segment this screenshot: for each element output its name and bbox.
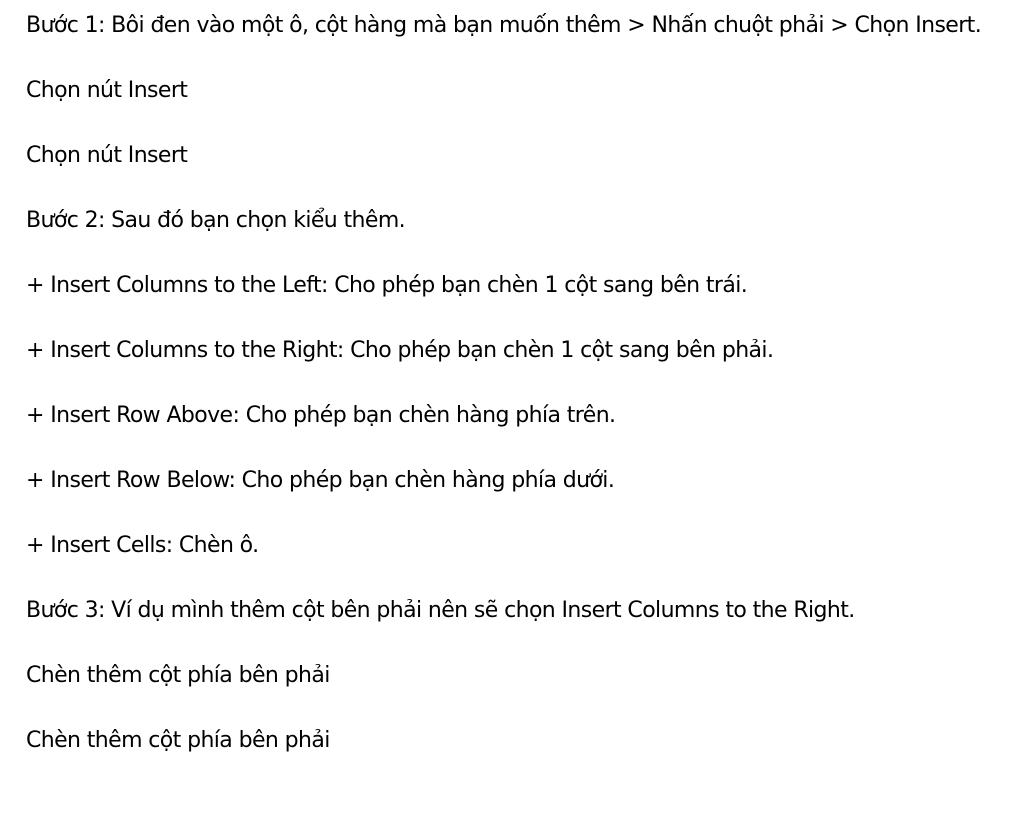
step-2-paragraph: Bước 2: Sau đó bạn chọn kiểu thêm.	[26, 208, 406, 233]
image-caption: Chọn nút Insert	[26, 143, 188, 168]
option-insert-columns-right: + Insert Columns to the Right: Cho phép bạn chèn 1 cột sang bên phải.	[26, 338, 774, 363]
image-caption: Chọn nút Insert	[26, 78, 188, 103]
step-1-paragraph: Bước 1: Bôi đen vào một ô, cột hàng mà bạn muốn thêm > Nhấn chuột phải > Chọn Insert.	[26, 13, 982, 38]
image-caption: Chèn thêm cột phía bên phải	[26, 663, 330, 688]
step-3-paragraph: Bước 3: Ví dụ mình thêm cột bên phải nên sẽ chọn Insert Columns to the Right.	[26, 598, 855, 623]
option-insert-cells: + Insert Cells: Chèn ô.	[26, 533, 259, 558]
option-insert-row-above: + Insert Row Above: Cho phép bạn chèn hàng phía trên.	[26, 403, 616, 428]
option-insert-row-below: + Insert Row Below: Cho phép bạn chèn hàng phía dưới.	[26, 468, 615, 493]
option-insert-columns-left: + Insert Columns to the Left: Cho phép bạn chèn 1 cột sang bên trái.	[26, 273, 748, 298]
image-caption: Chèn thêm cột phía bên phải	[26, 728, 330, 753]
document-body	[26, 6, 1001, 786]
